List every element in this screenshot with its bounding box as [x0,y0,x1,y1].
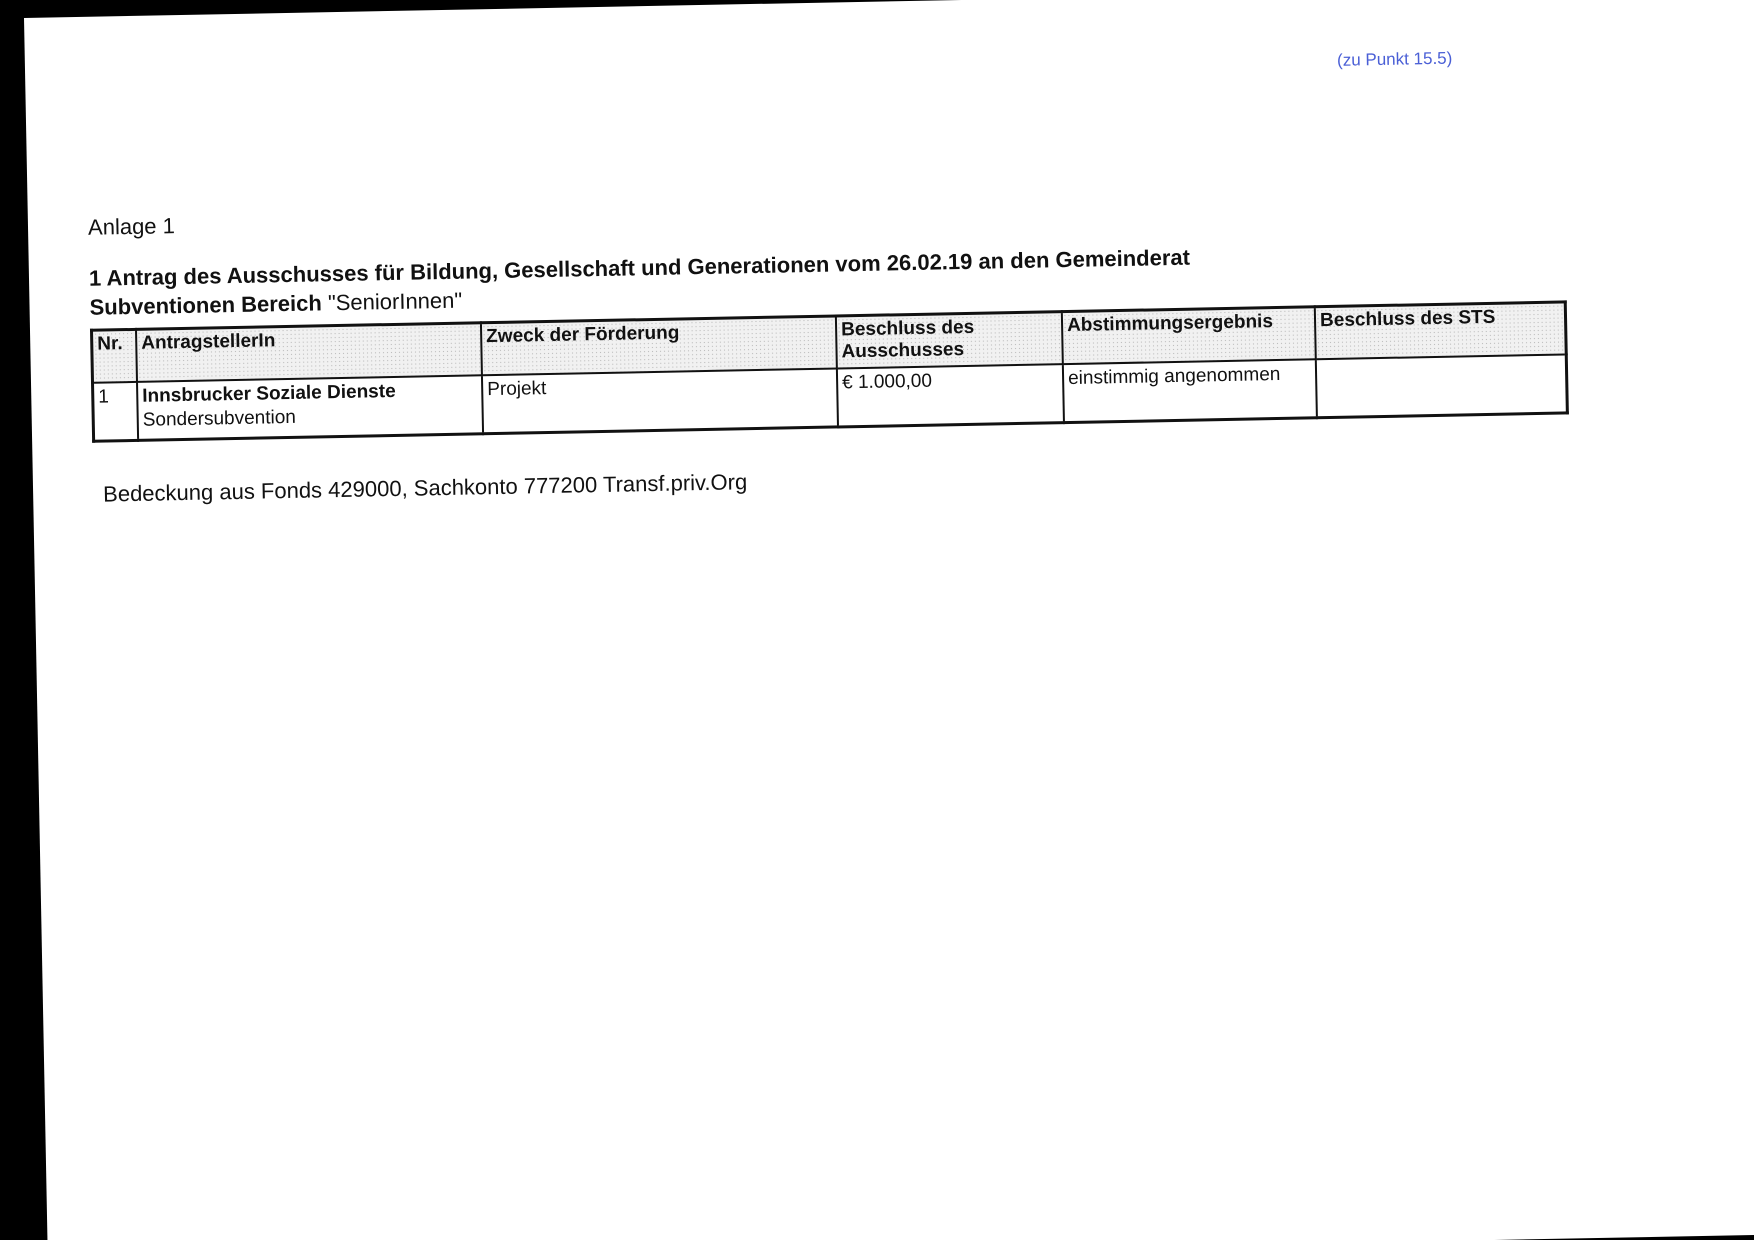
header-committee-decision-line2: Ausschusses [841,338,965,363]
header-committee-decision-line1: Beschluss des [840,316,975,341]
header-committee-decision [836,312,1063,369]
applicant-type: Sondersubvention [142,406,297,431]
document-title: 1 Antrag des Ausschusses für Bildung, Gesellschaft und Generationen vom 26.02.19 an den Gemeinderat [88,244,1191,291]
header-nr: Nr. [92,329,137,382]
header-vote-result: Abstimmungsergebnis [1062,307,1316,364]
funding-coverage-note: Bedeckung aus Fonds 429000, Sachkonto 777200 Transf.priv.Org [102,469,748,507]
document-sheet [24,0,1754,1240]
subtitle-area: Subventionen Bereich [89,290,323,320]
agenda-reference: (zu Punkt 15.5) [1336,48,1453,70]
cell-vote-result: einstimmig angenommen [1063,359,1317,422]
header-sts-decision: Beschluss des STS [1315,302,1566,359]
header-purpose: Zweck der Förderung [481,316,837,375]
cell-purpose: Projekt [482,368,838,433]
attachment-label: Anlage 1 [87,213,176,240]
document-subtitle [89,288,462,321]
header-applicant: AntragstellerIn [136,323,482,382]
subtitle-category: "SeniorInnen" [327,287,463,316]
cell-committee-decision: € 1.000,00 [837,364,1064,427]
subsidy-table [90,300,1569,442]
cell-sts-decision [1316,354,1568,417]
applicant-name: Innsbrucker Soziale Dienste [142,380,396,407]
cell-nr: 1 [93,382,139,441]
cell-applicant [137,375,483,440]
